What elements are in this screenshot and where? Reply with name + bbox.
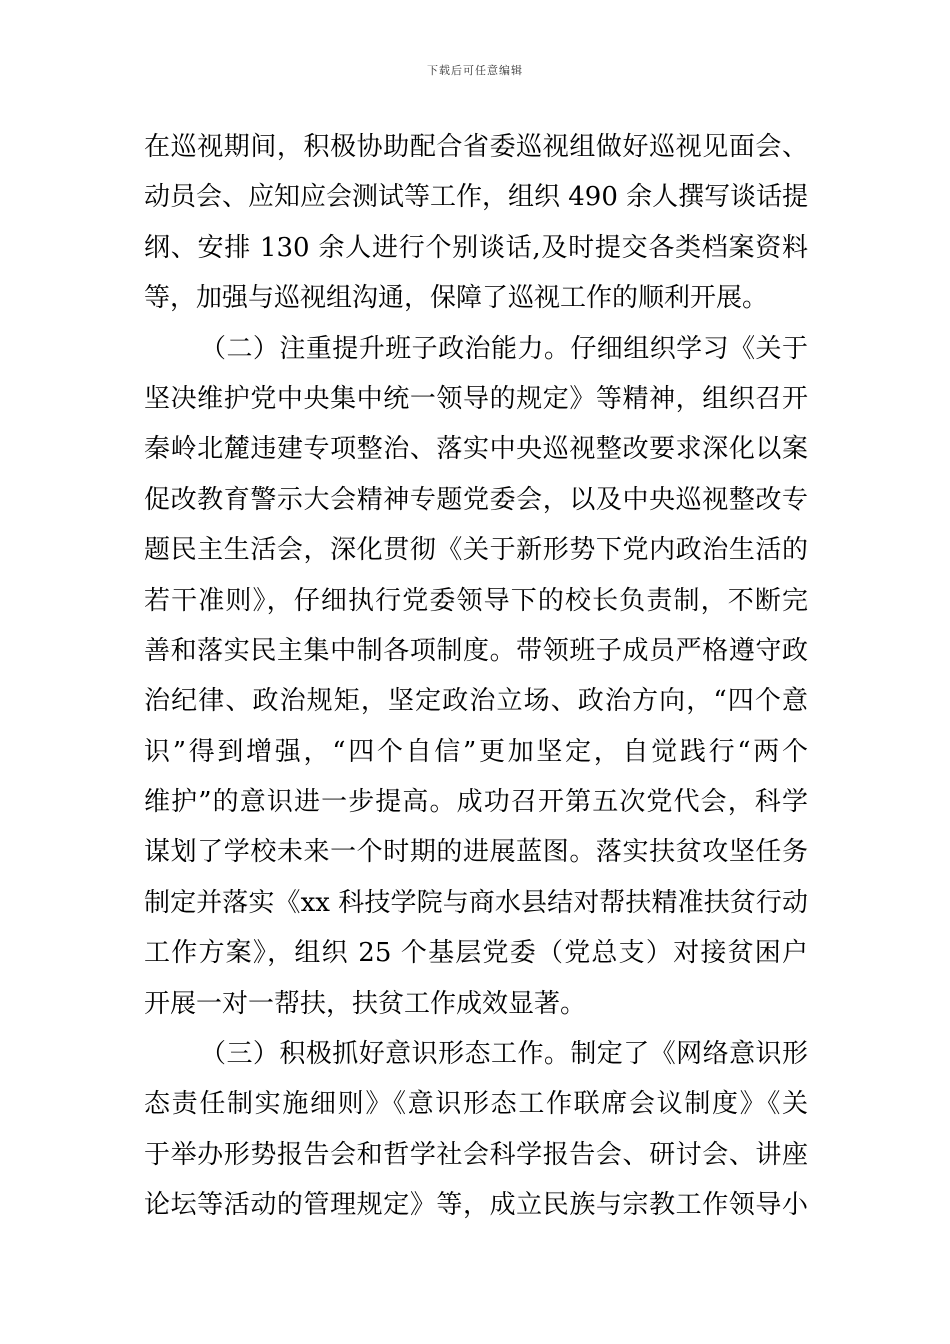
text-line: 工作方案》，组织 25 个基层党委（党总支）对接贫困户 (144, 938, 808, 969)
text-line: 坚决维护党中央集中统一领导的规定》等精神，组织召开 (144, 383, 808, 414)
text-line: 秦岭北麓违建专项整治、落实中央巡视整改要求深化以案 (144, 434, 808, 465)
text-line: 等，加强与巡视组沟通，保障了巡视工作的顺利开展。 (144, 283, 769, 314)
text-line: 论坛等活动的管理规定》等，成立民族与宗教工作领导小 (144, 1190, 808, 1221)
text-line: 谋划了学校未来一个时期的进展蓝图。落实扶贫攻坚任务 (144, 837, 808, 868)
page-header: 下载后可任意编辑 (427, 64, 523, 77)
document-body (144, 122, 808, 1231)
text-line: 治纪律、政治规矩，坚定政治立场、政治方向，“四个意 (144, 686, 808, 717)
text-line: 识”得到增强，“四个自信”更加坚定，自觉践行“两个 (144, 736, 808, 767)
text-line: 促改教育警示大会精神专题党委会，以及中央巡视整改专 (144, 484, 808, 515)
text-line: （三）积极抓好意识形态工作。制定了《网络意识形 (200, 1039, 808, 1070)
text-line: 善和落实民主集中制各项制度。带领班子成员严格遵守政 (144, 635, 808, 666)
text-line: 在巡视期间，积极协助配合省委巡视组做好巡视见面会、 (144, 132, 808, 162)
text-line: 于举办形势报告会和哲学社会科学报告会、研讨会、讲座 (144, 1139, 808, 1170)
text-line: 若干准则》，仔细执行党委领导下的校长负责制，不断完 (144, 585, 808, 616)
text-line: 制定并落实《xx 科技学院与商水县结对帮扶精准扶贫行动 (144, 887, 808, 918)
text-line: 纲、安排 130 余人进行个别谈话,及时提交各类档案资料 (144, 232, 808, 263)
text-line: 题民主生活会，深化贯彻《关于新形势下党内政治生活的 (144, 535, 808, 566)
text-line: 维护”的意识进一步提高。成功召开第五次党代会，科学 (144, 787, 808, 818)
text-line: （二）注重提升班子政治能力。仔细组织学习《关于 (200, 333, 808, 364)
text-line: 动员会、应知应会测试等工作，组织 490 余人撰写谈话提 (144, 182, 809, 213)
text-line: 态责任制实施细则》《意识形态工作联席会议制度》《关 (144, 1089, 808, 1120)
text-line: 开展一对一帮扶，扶贫工作成效显著。 (144, 988, 587, 1019)
